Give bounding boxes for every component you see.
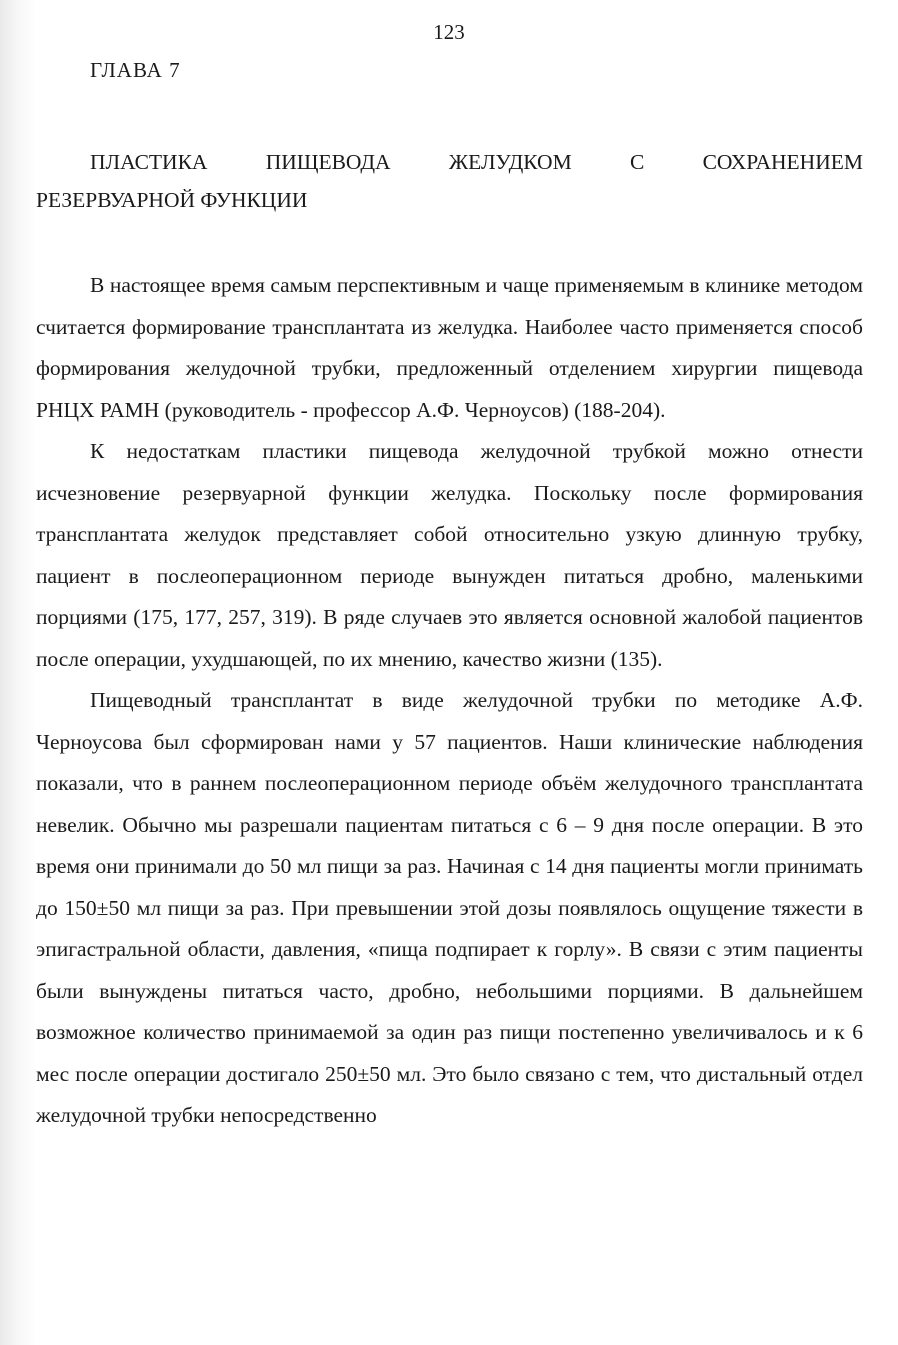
chapter-title-line-2: РЕЗЕРВУАРНОЙ ФУНКЦИИ (36, 188, 308, 212)
chapter-title (36, 143, 863, 219)
chapter-title-line-1 (36, 143, 863, 181)
page-number: 123 (433, 20, 465, 44)
body-text (36, 265, 863, 1137)
chapter-title-word: СОХРАНЕНИЕМ (702, 150, 863, 174)
chapter-title-word: ПЛАСТИКА (90, 150, 208, 174)
chapter-title-word: ЖЕЛУДКОМ (448, 150, 572, 174)
chapter-title-word: С (629, 150, 645, 174)
paragraph: В настоящее время самым перспективным и чаще применяемым в клинике методом считается формирование трансплантата из желудка. Наиболее часто применяется способ формирования желудочной трубки, предложенный отделением хирургии пищевода РНЦХ РАМН (руководитель - профессор А.Ф. Черноусов) (188-204). (36, 273, 863, 422)
chapter-label: ГЛАВА 7 (90, 58, 181, 82)
paragraph: Пищеводный трансплантат в виде желудочной трубки по методике А.Ф. Черноусова был сформирован нами у 57 пациентов. Наши клинические наблюдения показали, что в раннем послеоперационном периоде объём желудочного трансплантата невелик. Обычно мы разрешали пациентам питаться с 6 – 9 дня после операции. В это время они принимали до 50 мл пищи за раз. Начиная с 14 дня пациенты могли принимать до 150±50 мл пищи за раз. При превышении этой дозы появлялось ощущение тяжести в эпигастральной области, давления, «пища подпирает к горлу». В связи с этим пациенты были вынуждены питаться часто, дробно, небольшими порциями. В дальнейшем возможное количество принимаемой за один раз пищи постепенно увеличивалось и к 6 мес после операции достигало 250±50 мл. Это было связано с тем, что дистальный отдел желудочной трубки непосредственно (36, 688, 863, 1127)
scan-shadow-edge (0, 0, 36, 1345)
chapter-title-word: ПИЩЕВОДА (265, 150, 391, 174)
paragraph: К недостаткам пластики пищевода желудочной трубкой можно отнести исчезновение резервуарной функции желудка. Поскольку после формирования трансплантата желудок представляет собой относительно узкую длинную трубку, пациент в послеоперационном периоде вынужден питаться дробно, маленькими порциями (175, 177, 257, 319). В ряде случаев это является основной жалобой пациентов после операции, ухудшающей, по их мнению, качество жизни (135). (36, 439, 863, 671)
